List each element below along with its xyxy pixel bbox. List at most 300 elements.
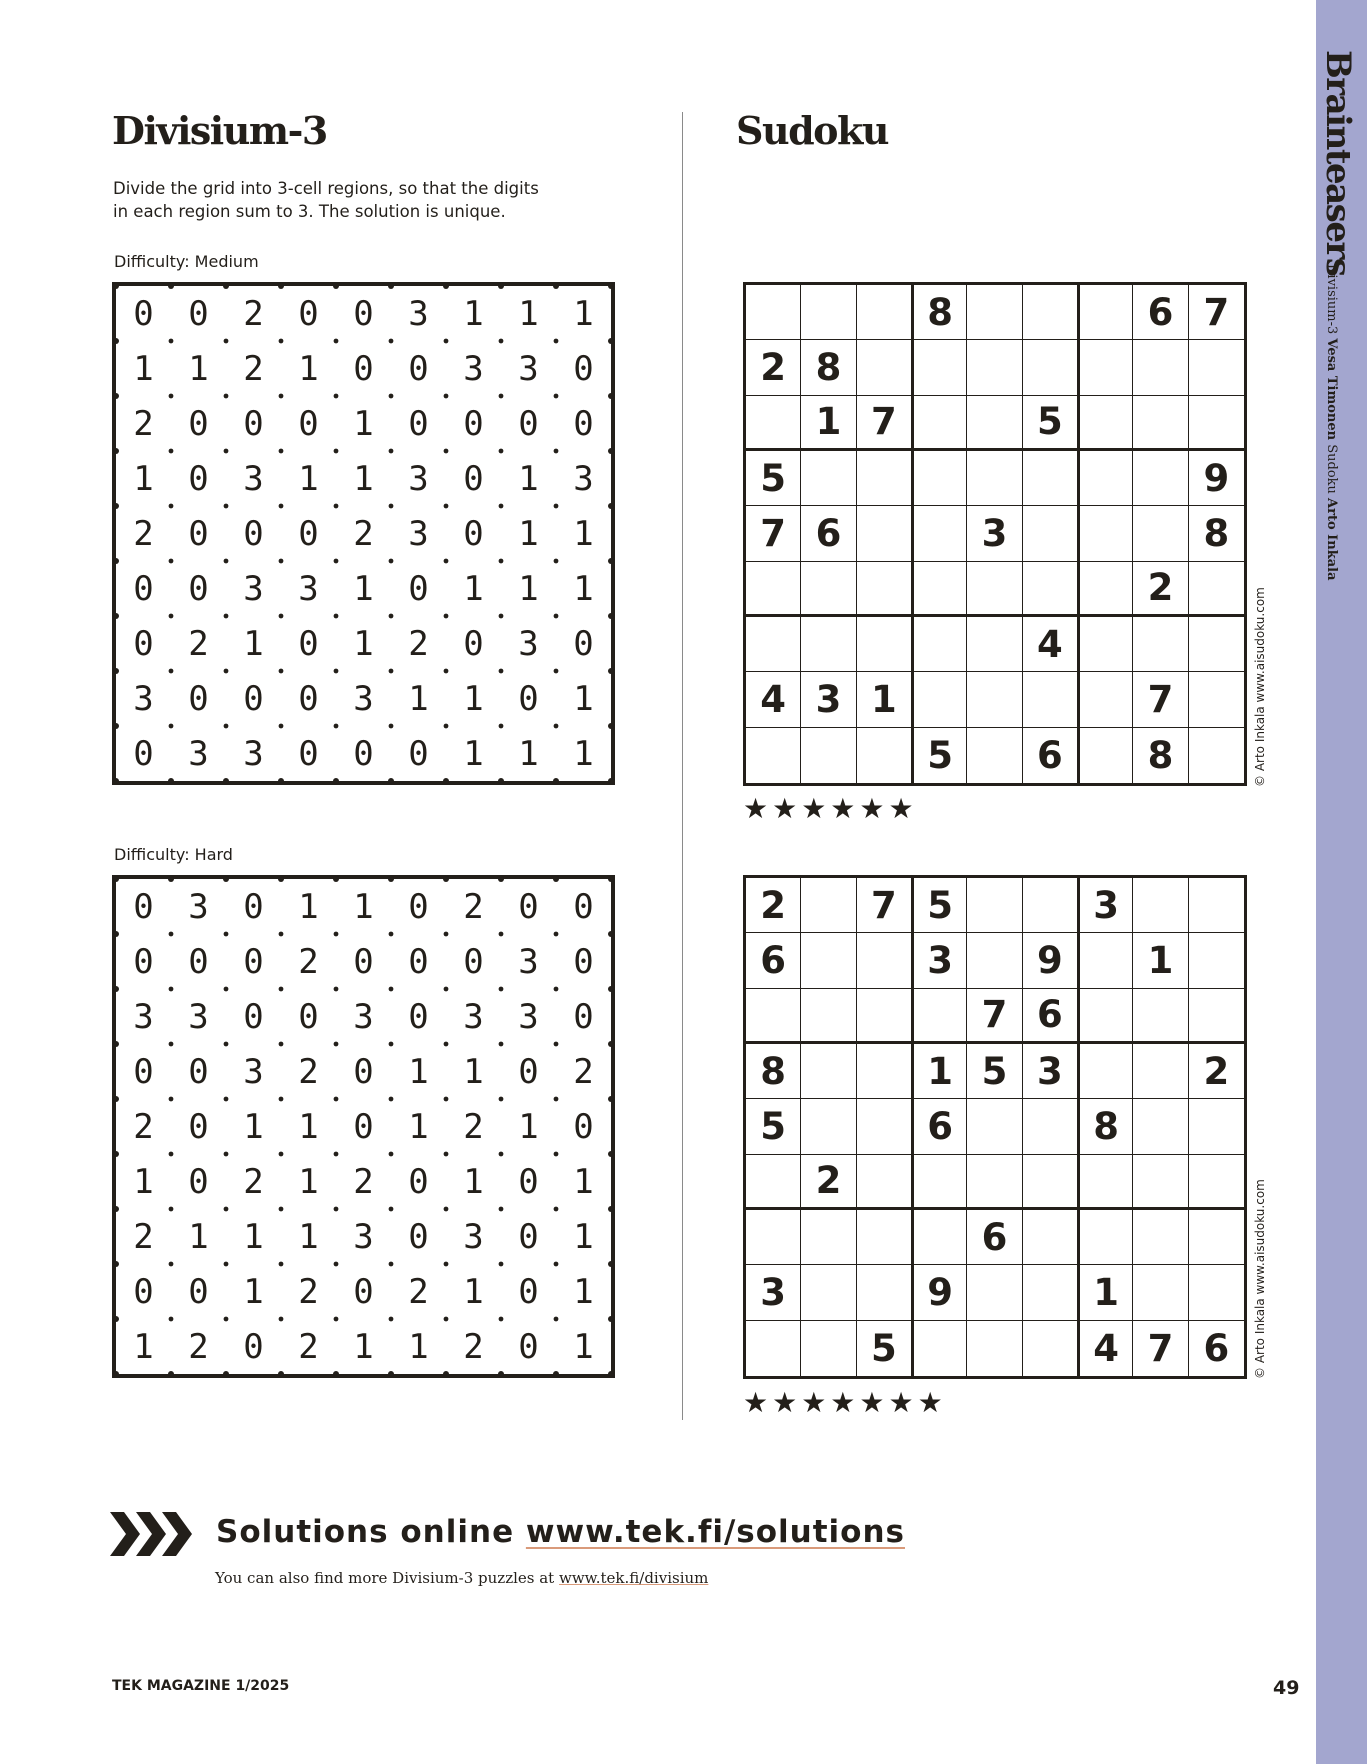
divisium-cell: 1 <box>463 1161 484 1202</box>
divisium-cell: 1 <box>298 458 319 499</box>
divisium-cell: 1 <box>518 293 539 334</box>
sudoku-cell[interactable] <box>1133 396 1188 451</box>
sudoku-cell[interactable] <box>1023 878 1078 933</box>
divisium-cell: 2 <box>243 348 264 389</box>
solutions-sub-prefix: You can also find more Divisium-3 puzzles at <box>215 1569 555 1587</box>
sudoku-cell[interactable] <box>1133 340 1188 395</box>
sudoku-cell[interactable] <box>1133 1155 1188 1210</box>
sudoku-cell[interactable] <box>746 1155 801 1210</box>
sudoku-cell[interactable]: 6 <box>801 506 856 561</box>
sudoku-cell[interactable] <box>801 1044 856 1099</box>
sudoku-cell[interactable] <box>1189 1265 1244 1320</box>
divisium-cell: 0 <box>463 513 484 554</box>
divisium-cell: 0 <box>188 678 209 719</box>
divisium-cell: 0 <box>573 403 594 444</box>
sudoku-cell[interactable]: 2 <box>1189 1044 1244 1099</box>
sudoku-cell[interactable] <box>1078 933 1133 988</box>
sudoku-cell[interactable] <box>1078 562 1133 617</box>
divisium-cell: 0 <box>408 996 429 1037</box>
sudoku-cell[interactable] <box>801 617 856 672</box>
divisium-cell: 3 <box>408 293 429 334</box>
sudoku-cell[interactable] <box>746 989 801 1044</box>
divisium-cell: 1 <box>353 458 374 499</box>
sudoku-cell[interactable]: 1 <box>1133 933 1188 988</box>
sudoku-cell[interactable] <box>1023 562 1078 617</box>
sudoku-cell[interactable] <box>746 285 801 340</box>
sudoku-cell[interactable] <box>1189 989 1244 1044</box>
sudoku-cell[interactable]: 9 <box>912 1265 967 1320</box>
divisium-link[interactable]: www.tek.fi/divisium <box>559 1569 709 1587</box>
divisium-cell: 2 <box>133 403 154 444</box>
divisium-cell: 0 <box>243 941 264 982</box>
sudoku-cell[interactable] <box>1078 1155 1133 1210</box>
divisium-cell: 0 <box>188 293 209 334</box>
divisium-cell: 0 <box>518 886 539 927</box>
divisium-cell: 2 <box>188 623 209 664</box>
sudoku-cell[interactable] <box>801 562 856 617</box>
divisium-cell: 0 <box>133 568 154 609</box>
divisium-cell: 2 <box>298 1051 319 1092</box>
sudoku-cell[interactable] <box>967 562 1022 617</box>
sudoku-cell[interactable] <box>746 562 801 617</box>
sudoku-cell[interactable]: 7 <box>1133 1321 1188 1376</box>
divisium-cell: 0 <box>188 568 209 609</box>
sudoku-cell[interactable] <box>857 933 912 988</box>
sudoku-grid-2 <box>743 875 1247 1379</box>
difficulty-label-medium: Difficulty: Medium <box>114 252 259 271</box>
divisium-cell: 3 <box>408 513 429 554</box>
sudoku-cell[interactable]: 5 <box>1023 396 1078 451</box>
divisium-cell: 0 <box>573 941 594 982</box>
divisium-cell: 1 <box>573 733 594 774</box>
divisium-cell: 1 <box>353 568 374 609</box>
divisium-cell: 0 <box>298 403 319 444</box>
solutions-prefix: Solutions online <box>216 1514 515 1550</box>
sudoku-cell[interactable] <box>912 989 967 1044</box>
divisium-cell: 2 <box>463 1326 484 1367</box>
solutions-link[interactable]: www.tek.fi/solutions <box>525 1514 905 1550</box>
sudoku-cell[interactable]: 8 <box>1078 1099 1133 1154</box>
sudoku-cell[interactable] <box>1189 878 1244 933</box>
sudoku-cell[interactable] <box>1023 1265 1078 1320</box>
sidebar-credits <box>1324 264 1339 581</box>
divisium-cell: 3 <box>188 733 209 774</box>
divisium-cell: 2 <box>353 1161 374 1202</box>
sudoku-cell[interactable] <box>857 562 912 617</box>
divisium-cell: 2 <box>298 1326 319 1367</box>
sudoku-cell[interactable] <box>857 285 912 340</box>
sudoku-cell[interactable] <box>746 1210 801 1265</box>
divisium-digits-medium <box>116 286 611 781</box>
divisium-cell: 3 <box>298 568 319 609</box>
divisium-cell: 0 <box>518 1051 539 1092</box>
sudoku-cell[interactable] <box>1189 933 1244 988</box>
sudoku-cell[interactable]: 7 <box>1189 285 1244 340</box>
divisium-cell: 1 <box>573 293 594 334</box>
divisium-cell: 2 <box>573 1051 594 1092</box>
sudoku-cell[interactable] <box>857 1099 912 1154</box>
sudoku-cell[interactable] <box>967 728 1022 783</box>
divisium-cell: 0 <box>518 1271 539 1312</box>
sudoku-cell[interactable] <box>1023 506 1078 561</box>
sudoku-cell[interactable] <box>1078 340 1133 395</box>
sudoku-cell[interactable]: 1 <box>857 672 912 727</box>
sudoku-cell[interactable] <box>967 672 1022 727</box>
divisium-cell: 0 <box>408 1216 429 1257</box>
sudoku-cell[interactable]: 8 <box>912 285 967 340</box>
divisium-cell: 3 <box>463 348 484 389</box>
divisium-cell: 3 <box>243 733 264 774</box>
divisium-cell: 2 <box>243 293 264 334</box>
sudoku-cell[interactable]: 6 <box>1023 989 1078 1044</box>
sudoku-cell[interactable] <box>1133 878 1188 933</box>
solutions-subtext <box>215 1569 708 1587</box>
sudoku-cell[interactable] <box>912 1210 967 1265</box>
divisium-cell: 2 <box>133 513 154 554</box>
sudoku-cell[interactable]: 2 <box>1133 562 1188 617</box>
sudoku-cell[interactable]: 6 <box>1023 728 1078 783</box>
sidebar-title: Brainteasers <box>1318 50 1358 276</box>
sudoku-cell[interactable] <box>1189 1155 1244 1210</box>
divisium-cell: 3 <box>243 458 264 499</box>
sudoku-cell[interactable]: 5 <box>857 1321 912 1376</box>
sudoku-cell[interactable] <box>857 451 912 506</box>
sudoku-cell[interactable] <box>857 1265 912 1320</box>
divisium-cell: 1 <box>353 623 374 664</box>
sudoku-cell[interactable] <box>1133 1265 1188 1320</box>
sudoku-cell[interactable] <box>801 1099 856 1154</box>
divisium-cell: 2 <box>353 513 374 554</box>
sudoku-cell[interactable] <box>1189 340 1244 395</box>
sudoku-cell[interactable] <box>1023 451 1078 506</box>
sudoku-cell[interactable] <box>801 1265 856 1320</box>
divisium-cell: 1 <box>408 1051 429 1092</box>
divisium-cell: 0 <box>133 623 154 664</box>
divisium-cell: 2 <box>408 1271 429 1312</box>
sudoku-cell[interactable] <box>1078 728 1133 783</box>
divisium-cell: 0 <box>408 403 429 444</box>
sudoku-cell[interactable] <box>801 451 856 506</box>
sudoku-cell[interactable] <box>912 340 967 395</box>
sudoku-cell[interactable] <box>1133 1210 1188 1265</box>
sudoku-grid-1 <box>743 282 1247 786</box>
divisium-cell: 3 <box>133 996 154 1037</box>
sudoku-cell[interactable]: 9 <box>1189 451 1244 506</box>
sudoku-cell[interactable] <box>746 396 801 451</box>
divisium-cell: 1 <box>573 1271 594 1312</box>
sudoku-cell[interactable] <box>801 1210 856 1265</box>
sudoku-cell[interactable] <box>1189 728 1244 783</box>
sudoku-cell[interactable] <box>1023 1321 1078 1376</box>
sudoku-cell[interactable] <box>967 451 1022 506</box>
sudoku-cell[interactable] <box>967 933 1022 988</box>
divisium-cell: 1 <box>353 1326 374 1367</box>
sudoku-cell[interactable]: 5 <box>746 1099 801 1154</box>
sudoku-cell[interactable] <box>1023 1099 1078 1154</box>
divisium-cell: 1 <box>133 1161 154 1202</box>
divisium-cell: 0 <box>408 348 429 389</box>
divisium-cell: 1 <box>573 568 594 609</box>
sudoku-cell[interactable] <box>967 617 1022 672</box>
divisium-cell: 1 <box>463 293 484 334</box>
divisium-cell: 0 <box>188 1106 209 1147</box>
sudoku-cell[interactable]: 6 <box>1203 1326 1230 1370</box>
divisium-cell: 1 <box>243 1106 264 1147</box>
sudoku-cell[interactable]: 3 <box>746 1265 801 1320</box>
difficulty-stars-1: ★★★★★★ <box>743 792 918 825</box>
sudoku-cell[interactable]: 3 <box>1078 878 1133 933</box>
divisium-cell: 0 <box>188 1271 209 1312</box>
sudoku-cell[interactable] <box>967 1321 1022 1376</box>
sudoku-cell[interactable] <box>1078 672 1133 727</box>
sudoku-cell[interactable]: 6 <box>746 933 801 988</box>
divisium-cell: 2 <box>298 1271 319 1312</box>
divisium-grid-hard <box>112 875 615 1378</box>
sudoku-cell[interactable] <box>746 1321 801 1376</box>
sudoku-cell[interactable]: 3 <box>1023 1044 1078 1099</box>
sudoku-cell[interactable] <box>967 1099 1022 1154</box>
divisium-cell: 1 <box>353 886 374 927</box>
sudoku-cell[interactable]: 8 <box>1133 728 1188 783</box>
divisium-cell: 3 <box>133 678 154 719</box>
sudoku-cell[interactable] <box>1133 989 1188 1044</box>
divisium-cell: 0 <box>243 886 264 927</box>
sudoku-cell[interactable] <box>1133 1044 1188 1099</box>
divisium-cell: 1 <box>573 1216 594 1257</box>
page-number: 49 <box>1273 1677 1300 1699</box>
divisium-cell: 0 <box>463 941 484 982</box>
divisium-cell: 3 <box>188 886 209 927</box>
divisium-cell: 0 <box>353 1271 374 1312</box>
sudoku-cell[interactable] <box>801 285 856 340</box>
sudoku-cell[interactable]: 2 <box>746 878 801 933</box>
sudoku-cell[interactable]: 7 <box>857 396 912 451</box>
divisium-cell: 0 <box>188 1161 209 1202</box>
sudoku-cell[interactable] <box>857 340 912 395</box>
sudoku-cell[interactable] <box>1189 617 1244 672</box>
sudoku-cell[interactable] <box>857 617 912 672</box>
divisium-cell: 1 <box>133 348 154 389</box>
divisium-cell: 1 <box>408 678 429 719</box>
divisium-cell: 0 <box>298 733 319 774</box>
sudoku-cell[interactable]: 7 <box>1133 672 1188 727</box>
sudoku-cell[interactable]: 8 <box>801 340 856 395</box>
sudoku-cell[interactable] <box>1023 340 1078 395</box>
sudoku-cell[interactable] <box>746 728 801 783</box>
divisium-cell: 0 <box>408 886 429 927</box>
divisium-cell: 0 <box>518 1326 539 1367</box>
sudoku-cell[interactable] <box>1023 285 1078 340</box>
sudoku-cell[interactable] <box>857 728 912 783</box>
divisium-digits-hard <box>116 879 611 1374</box>
sudoku-cell[interactable] <box>1078 285 1133 340</box>
divisium-cell: 0 <box>573 886 594 927</box>
divisium-cell: 0 <box>243 403 264 444</box>
credit-sudoku-author: Arto Inkala <box>1324 498 1339 581</box>
sudoku-cell[interactable] <box>1078 1210 1133 1265</box>
sudoku-cell[interactable] <box>857 989 912 1044</box>
sudoku-copyright-2: © Arto Inkala www.aisudoku.com <box>1253 1179 1267 1379</box>
divisium-cell: 2 <box>298 941 319 982</box>
sudoku-cell[interactable] <box>912 1321 967 1376</box>
sudoku-cell[interactable]: 6 <box>967 1210 1022 1265</box>
sudoku-cell[interactable] <box>967 1155 1022 1210</box>
divisium-cell: 1 <box>463 678 484 719</box>
sudoku-cell[interactable] <box>857 1210 912 1265</box>
divisium-cell: 0 <box>463 403 484 444</box>
divisium-cell: 0 <box>408 568 429 609</box>
sudoku-cell[interactable] <box>801 989 856 1044</box>
sudoku-cell[interactable] <box>912 617 967 672</box>
sudoku-cell[interactable] <box>746 617 801 672</box>
divisium-cell: 0 <box>188 513 209 554</box>
sudoku-cell[interactable] <box>1133 506 1188 561</box>
sudoku-cell[interactable] <box>857 1155 912 1210</box>
sudoku-cell[interactable] <box>967 285 1022 340</box>
sudoku-cell[interactable]: 3 <box>801 672 856 727</box>
sudoku-cell[interactable] <box>967 340 1022 395</box>
sudoku-cell[interactable] <box>1189 1210 1244 1265</box>
divisium-cell: 1 <box>573 678 594 719</box>
divisium-cell: 3 <box>353 1216 374 1257</box>
divisium-cell: 1 <box>518 513 539 554</box>
divisium-cell: 3 <box>518 996 539 1037</box>
sudoku-cell[interactable] <box>1023 672 1078 727</box>
divisium-cell: 0 <box>298 293 319 334</box>
sudoku-cell[interactable] <box>801 728 856 783</box>
divisium-cell: 1 <box>243 623 264 664</box>
magazine-footer: TEK MAGAZINE 1/2025 <box>112 1678 290 1694</box>
divisium-cell: 3 <box>243 1051 264 1092</box>
credit-divisium-label: Divisium-3 <box>1324 264 1339 335</box>
divisium-cell: 3 <box>243 568 264 609</box>
sudoku-cell[interactable] <box>1078 989 1133 1044</box>
sudoku-cell[interactable] <box>1189 396 1244 451</box>
divisium-cell: 0 <box>243 1326 264 1367</box>
divisium-cell: 0 <box>463 458 484 499</box>
sudoku-cell[interactable]: 2 <box>746 340 801 395</box>
divisium-cell: 0 <box>408 1161 429 1202</box>
divisium-cell: 3 <box>573 458 594 499</box>
divisium-cell: 1 <box>518 568 539 609</box>
sudoku-cell[interactable] <box>1189 672 1244 727</box>
sudoku-cell[interactable] <box>801 1321 856 1376</box>
divisium-cell: 2 <box>243 1161 264 1202</box>
divisium-cell: 1 <box>188 1216 209 1257</box>
divisium-cell: 1 <box>353 403 374 444</box>
sudoku-cell[interactable] <box>1189 562 1244 617</box>
sudoku-cell[interactable]: 7 <box>967 989 1022 1044</box>
divisium-cell: 0 <box>573 1106 594 1147</box>
divisium-cell: 1 <box>463 733 484 774</box>
sudoku-cell[interactable] <box>912 672 967 727</box>
divisium-cell: 0 <box>353 733 374 774</box>
divisium-cell: 1 <box>463 1051 484 1092</box>
sudoku-cell[interactable]: 5 <box>912 878 967 933</box>
divisium-cell: 3 <box>463 996 484 1037</box>
sudoku-cell[interactable]: 4 <box>1023 617 1078 672</box>
sudoku-copyright-1: © Arto Inkala www.aisudoku.com <box>1253 587 1267 787</box>
divisium-cell: 3 <box>408 458 429 499</box>
sudoku-cell[interactable] <box>1078 506 1133 561</box>
sudoku-cell[interactable] <box>967 878 1022 933</box>
sudoku-cell[interactable] <box>912 1155 967 1210</box>
sudoku-cell[interactable] <box>1189 1099 1244 1154</box>
divisium-cell: 2 <box>188 1326 209 1367</box>
divisium-cell: 1 <box>408 1326 429 1367</box>
sudoku-cell[interactable]: 5 <box>912 728 967 783</box>
sudoku-cell[interactable]: 7 <box>857 878 912 933</box>
sudoku-cell[interactable]: 4 <box>746 672 801 727</box>
sudoku-cell[interactable] <box>967 396 1022 451</box>
divisium-description-line-1: Divide the grid into 3-cell regions, so that the digits <box>113 179 539 198</box>
sudoku-cell[interactable]: 5 <box>967 1044 1022 1099</box>
sudoku-cell[interactable]: 1 <box>801 396 856 451</box>
divisium-description-line-2: in each region sum to 3. The solution is unique. <box>113 202 506 221</box>
sudoku-cell[interactable]: 4 <box>1078 1321 1133 1376</box>
divisium-cell: 1 <box>518 733 539 774</box>
sudoku-cell[interactable]: 7 <box>746 506 801 561</box>
sudoku-cell[interactable]: 6 <box>912 1099 967 1154</box>
divisium-cell: 0 <box>188 403 209 444</box>
solutions-heading <box>216 1514 905 1550</box>
sudoku-cell[interactable]: 9 <box>1023 933 1078 988</box>
sudoku-cell[interactable] <box>1133 617 1188 672</box>
sudoku-cell[interactable]: 6 <box>1133 285 1188 340</box>
sudoku-cell[interactable] <box>801 933 856 988</box>
sudoku-cell[interactable] <box>1023 1210 1078 1265</box>
sudoku-cell[interactable] <box>857 506 912 561</box>
divisium-cell: 1 <box>573 1161 594 1202</box>
divisium-cell: 1 <box>243 1216 264 1257</box>
sudoku-cell[interactable] <box>1023 1155 1078 1210</box>
sudoku-cell[interactable]: 8 <box>746 1044 801 1099</box>
sudoku-cell[interactable] <box>1078 1044 1133 1099</box>
sudoku-cell[interactable]: 3 <box>967 506 1022 561</box>
divisium-cell: 1 <box>518 458 539 499</box>
divisium-cell: 0 <box>408 733 429 774</box>
divisium-cell: 3 <box>353 678 374 719</box>
divisium-cell: 0 <box>518 1161 539 1202</box>
sudoku-cell[interactable] <box>1133 1099 1188 1154</box>
sudoku-cell[interactable]: 8 <box>1189 506 1244 561</box>
sudoku-cell[interactable] <box>1078 396 1133 451</box>
divisium-cell: 1 <box>573 1326 594 1367</box>
divisium-cell: 1 <box>573 513 594 554</box>
sudoku-cell[interactable] <box>912 396 967 451</box>
sudoku-cell[interactable] <box>1078 451 1133 506</box>
divisium-cell: 0 <box>573 996 594 1037</box>
sudoku-cell[interactable]: 1 <box>1078 1265 1133 1320</box>
sudoku-cell[interactable]: 2 <box>801 1155 856 1210</box>
sudoku-cell[interactable] <box>967 1265 1022 1320</box>
sudoku-cell[interactable]: 1 <box>912 1044 967 1099</box>
divisium-cell: 2 <box>463 886 484 927</box>
sudoku-cell[interactable] <box>1078 617 1133 672</box>
sudoku-cell[interactable] <box>912 451 967 506</box>
sudoku-cell[interactable] <box>1133 451 1188 506</box>
sudoku-cell[interactable] <box>912 506 967 561</box>
divisium-cell: 3 <box>463 1216 484 1257</box>
divisium-cell: 0 <box>353 293 374 334</box>
sudoku-cell[interactable]: 3 <box>912 933 967 988</box>
divisium-cell: 0 <box>133 733 154 774</box>
sudoku-cell[interactable]: 5 <box>746 451 801 506</box>
sudoku-cell[interactable] <box>801 878 856 933</box>
sudoku-cell[interactable] <box>912 562 967 617</box>
sudoku-cell[interactable] <box>857 1044 912 1099</box>
divisium-cell: 1 <box>188 348 209 389</box>
